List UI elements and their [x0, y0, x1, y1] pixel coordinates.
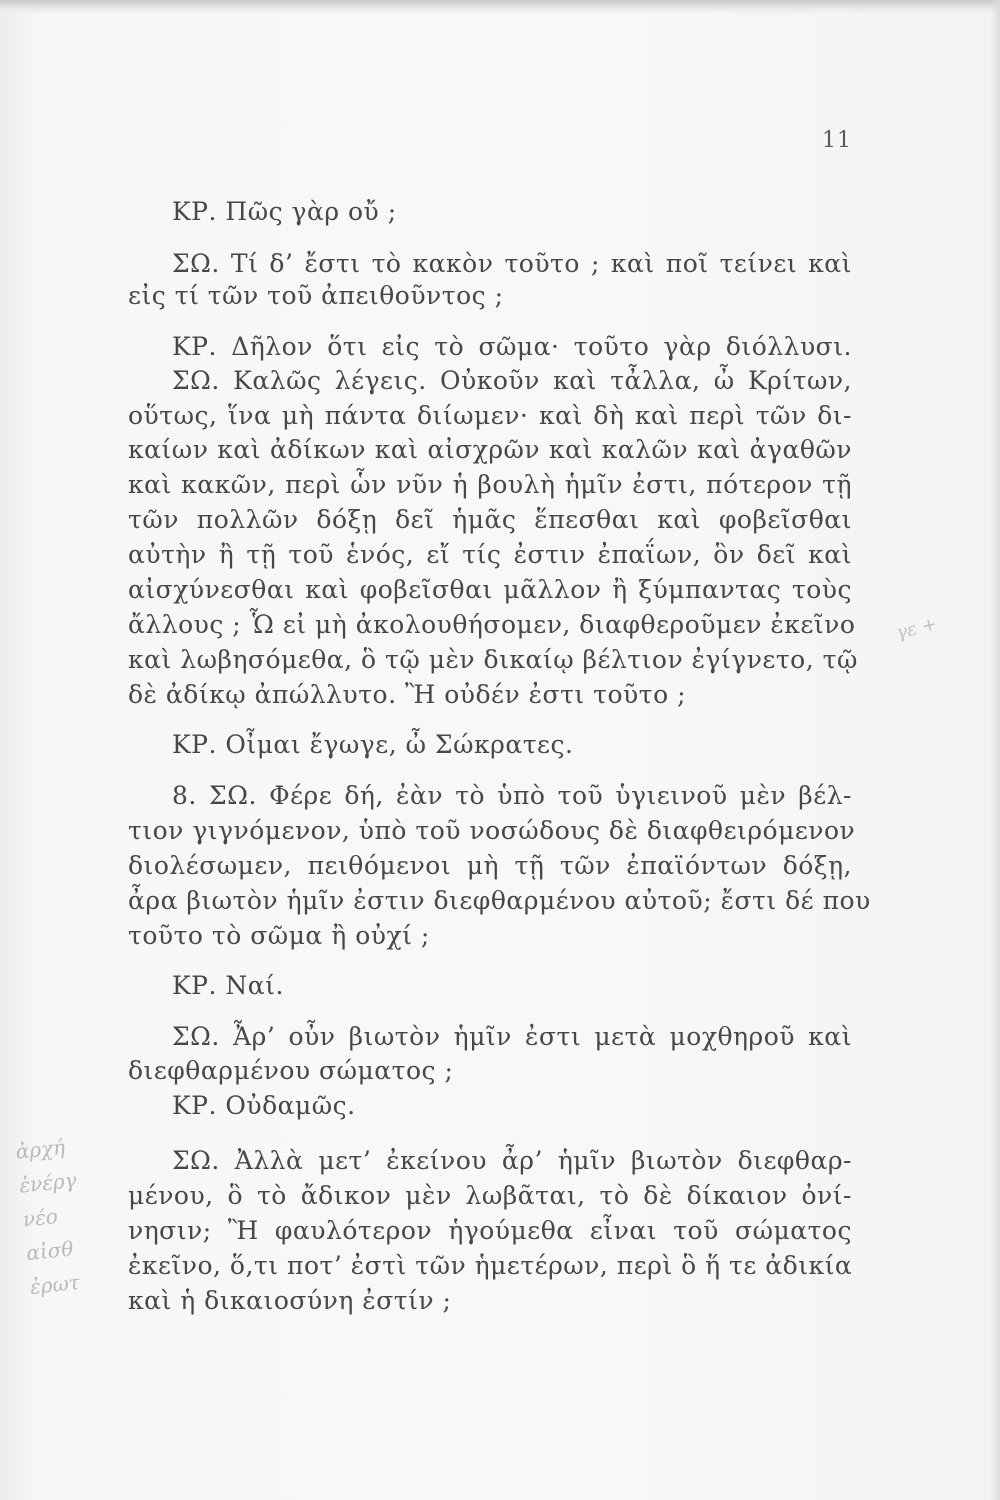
text-line: δὲ ἀδίκῳ ἀπώλλυτο. Ἢ οὐδέν ἐστι τοῦτο ;: [128, 680, 687, 709]
text-line: μένου, ὃ τὸ ἄδικον μὲν λωβᾶται, τὸ δὲ δίκαιον ὀνί-: [128, 1181, 852, 1210]
text-line: ΣΩ. Καλῶς λέγεις. Οὐκοῦν καὶ τἆλλα, ὦ Κρίτων,: [172, 366, 852, 395]
text-line: οὕτως, ἵνα μὴ πάντα διίωμεν· καὶ δὴ καὶ περὶ τῶν δι-: [128, 401, 852, 430]
text-line: διεφθαρμένου σώματος ;: [128, 1056, 454, 1085]
handwritten-margin-mark: γε +: [894, 613, 940, 644]
text-line: ΚΡ. Ναί.: [172, 971, 284, 1000]
text-line: αὐτὴν ἢ τῇ τοῦ ἑνός, εἴ τίς ἐστιν ἐπαΐων, ὃν δεῖ καὶ: [128, 540, 852, 569]
text-line: καὶ κακῶν, περὶ ὧν νῦν ἡ βουλὴ ἡμῖν ἐστι, πότερον τῇ: [128, 470, 852, 499]
text-line: ΚΡ. Οὐδαμῶς.: [172, 1091, 356, 1120]
text-line: εἰς τί τῶν τοῦ ἀπειθοῦντος ;: [128, 281, 504, 310]
text-line: ΚΡ. Πῶς γὰρ οὔ ;: [172, 197, 397, 226]
text-line: διολέσωμεν, πειθόμενοι μὴ τῇ τῶν ἐπαϊόντων δόξῃ,: [128, 851, 852, 880]
text-line: ἐκεῖνο, ὅ,τι ποτ’ ἐστὶ τῶν ἡμετέρων, περὶ ὃ ἥ τε ἀδικία: [128, 1251, 853, 1280]
text-line: καίων καὶ ἀδίκων καὶ αἰσχρῶν καὶ καλῶν καὶ ἀγαθῶν: [128, 435, 852, 464]
text-line: καὶ ἡ δικαιοσύνη ἐστίν ;: [128, 1286, 452, 1315]
margin-note-line: ἐνέργ: [18, 1167, 78, 1198]
text-line: καὶ λωβησόμεθα, ὃ τῷ μὲν δικαίῳ βέλτιον ἐγίγνετο, τῷ: [128, 645, 858, 674]
margin-note-line: ἀρχή: [14, 1134, 67, 1164]
text-line: τιον γιγνόμενον, ὑπὸ τοῦ νοσώδους δὲ διαφθειρόμενον: [128, 816, 856, 845]
margin-note-line: ἐρωτ: [28, 1270, 81, 1300]
page-number: 11: [822, 128, 852, 153]
text-line: ΣΩ. Ἀλλὰ μετ’ ἐκείνου ἆρ’ ἡμῖν βιωτὸν διεφθαρ-: [172, 1146, 852, 1175]
margin-note-line: αἰσθ: [25, 1236, 75, 1266]
text-line: ΣΩ. Ἆρ’ οὖν βιωτὸν ἡμῖν ἐστι μετὰ μοχθηροῦ καὶ: [172, 1022, 852, 1051]
text-line: νησιν; Ἢ φαυλότερον ἡγούμεθα εἶναι τοῦ σώματος: [128, 1216, 852, 1245]
text-line: ἆρα βιωτὸν ἡμῖν ἐστιν διεφθαρμένου αὐτοῦ; ἔστι δέ που: [128, 886, 871, 915]
text-line: ἄλλους ; Ὧ εἰ μὴ ἀκολουθήσομεν, διαφθεροῦμεν ἐκεῖνο: [128, 610, 856, 639]
text-line: αἰσχύνεσθαι καὶ φοβεῖσθαι μᾶλλον ἢ ξύμπαντας τοὺς: [128, 575, 852, 604]
text-line: ΣΩ. Τί δ’ ἔστι τὸ κακὸν τοῦτο ; καὶ ποῖ τείνει καὶ: [172, 249, 852, 278]
text-line: ΚΡ. Δῆλον ὅτι εἰς τὸ σῶμα· τοῦτο γὰρ διόλλυσι.: [172, 332, 852, 361]
text-line: ΚΡ. Οἶμαι ἔγωγε, ὦ Σώκρατες.: [172, 730, 574, 759]
margin-note-line: νέο: [21, 1203, 59, 1232]
text-line: τῶν πολλῶν δόξῃ δεῖ ἡμᾶς ἕπεσθαι καὶ φοβεῖσθαι: [128, 505, 852, 534]
text-line: τοῦτο τὸ σῶμα ἢ οὐχί ;: [128, 921, 430, 950]
text-line: 8. ΣΩ. Φέρε δή, ἐὰν τὸ ὑπὸ τοῦ ὑγιεινοῦ μὲν βέλ-: [172, 781, 852, 810]
